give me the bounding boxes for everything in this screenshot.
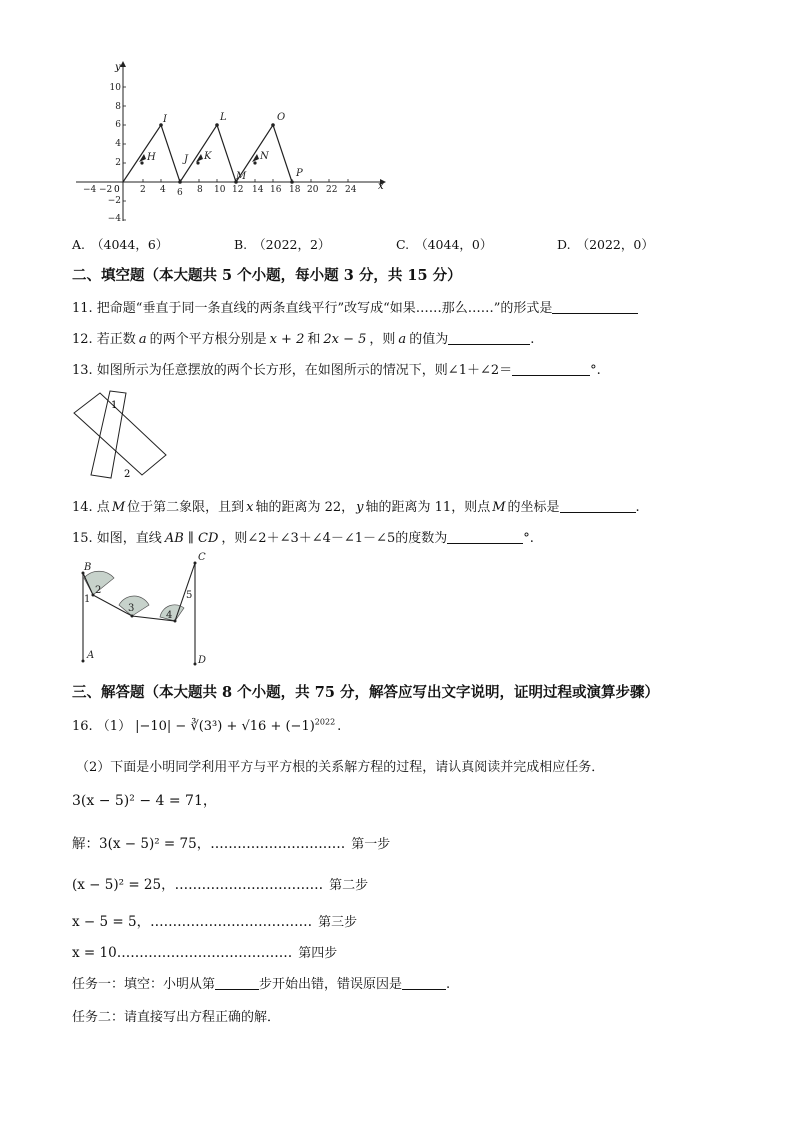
answer-blank[interactable] [512,363,590,376]
section-3-title: 三、解答题（本大题共 8 个小题，共 75 分，解答应写出文字说明，证明过程或演算步骤） [72,684,659,701]
answer-blank[interactable] [448,332,530,345]
y-tick: −4 [107,214,121,224]
y-tick: 4 [115,139,121,149]
question-15: 15. 如图，直线 AB ∥ CD ，则∠2＋∠3＋∠4－∠1－∠5的度数为 °. [72,531,534,546]
label-B: B [84,562,92,573]
option-a: A. （4044，6） [72,237,169,252]
label-C: C [198,552,206,563]
point-label-J: J [184,154,189,165]
answer-blank[interactable] [402,977,446,990]
point-label-M: M [236,171,247,182]
rectangle-tilted [74,393,166,475]
coordinate-figure [70,58,390,228]
angle-2-label: 2 [95,585,102,596]
x-tick: 14 [252,185,264,195]
x-tick: 20 [307,185,319,195]
point-label-O: O [277,112,286,123]
option-c: C. （4044，0） [396,237,493,252]
x-tick: 16 [270,185,282,195]
y-tick: 6 [115,120,121,130]
point-label-N: N [260,151,269,162]
y-tick: 8 [115,102,121,112]
point-label-I: I [163,114,167,125]
x-tick: 8 [197,185,203,195]
point-label-P: P [296,168,303,179]
x-tick: −2 [99,185,113,195]
question-16-part1: 16. （1） |−10| − ∛(3³) + $√16 + (-1)^{2022}$ . [72,717,342,734]
angle-5-label: 5 [186,590,193,601]
question-12: 12. 若正数 a 的两个平方根分别是 x + 2 和 2x − 5 ，则 a 的值为 . [72,332,535,347]
question-16-part2: （2）下面是小明同学利用平方与平方根的关系解方程的过程，请认真阅读并完成相应任务． [76,760,605,775]
x-tick: 12 [232,185,244,195]
label-A: A [87,650,95,661]
point-label-H: H [147,152,156,163]
angle-1-label: 1 [111,400,118,411]
origin-label: 0 [114,185,120,195]
question-14: 14. 点 M 位于第二象限，且到 x 轴的距离为 22， y 轴的距离为 11，则点 M 的坐标是 . [72,500,640,515]
task-2: 任务二：请直接写出方程正确的解． [72,1010,281,1025]
point-label-K: K [204,151,212,162]
two-rectangles-figure [70,387,170,479]
label-D: D [198,655,207,666]
y-tick: −2 [107,196,121,206]
y-tick: 2 [115,158,121,168]
angle-2-label: 2 [124,469,131,479]
option-d: D. （2022，0） [557,237,654,252]
answer-blank[interactable] [447,531,523,544]
x-tick: 6 [177,188,183,198]
solution-step-1: 解：3(x − 5)² = 75，………………………… 第一步 [72,836,391,852]
rectangle-upright [91,391,126,478]
x-tick: 18 [289,185,301,195]
section-2-title: 二、填空题（本大题共 5 个小题，每小题 3 分，共 15 分） [72,267,462,284]
answer-blank[interactable] [215,977,259,990]
x-axis-letter: x [378,181,384,192]
option-b: B. （2022，2） [234,237,331,252]
angle-4-label: 4 [166,610,173,621]
equation: 3(x − 5)² − 4 = 71， [72,793,217,809]
x-tick: 22 [326,185,338,195]
y-tick: 10 [109,83,121,93]
x-tick: 10 [214,185,226,195]
solution-step-3: x − 5 = 5，……………………………… 第三步 [72,914,358,930]
solution-step-4: x = 10………………………………… 第四步 [72,945,338,961]
answer-blank[interactable] [552,301,638,314]
y-axis-letter: y [115,62,121,73]
solution-step-2: (x − 5)² = 25，…………………………… 第二步 [72,877,369,893]
point-label-L: L [220,112,227,123]
x-tick: 2 [140,185,146,195]
angle-3-label: 3 [128,603,135,614]
answer-blank[interactable] [560,500,636,513]
x-tick: −4 [83,185,97,195]
y-axis-arrow [120,61,126,67]
angle-1-label: 1 [84,594,91,605]
parallel-lines-figure [74,548,224,670]
task-1: 任务一：填空：小明从第 步开始出错，错误原因是 . [72,977,451,992]
x-tick: 24 [345,185,357,195]
question-11: 11. 把命题“垂直于同一条直线的两条直线平行”改写成“如果……那么……”的形式是 [72,297,638,316]
question-13: 13. 如图所示为任意摆放的两个长方形，在如图所示的情况下，则∠1＋∠2＝ °. [72,363,601,378]
x-tick: 4 [160,185,166,195]
